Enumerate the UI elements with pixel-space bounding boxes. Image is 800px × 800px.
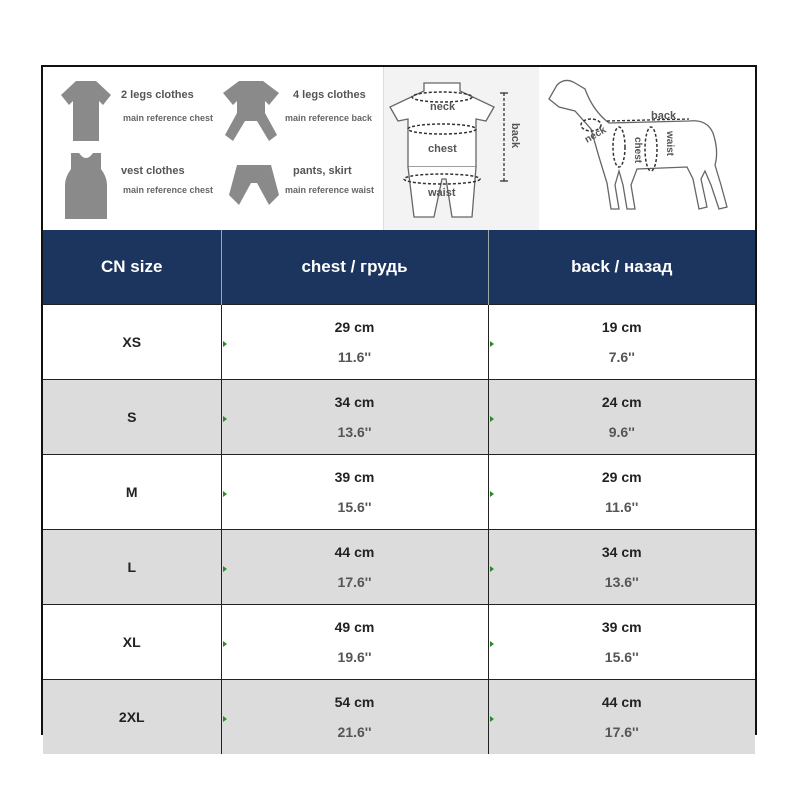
chest-cell [221, 680, 488, 755]
cell-marker [490, 716, 494, 722]
back-cell [488, 455, 755, 530]
back-cm-value: 39 cm [601, 619, 642, 635]
dog-back-label: back [651, 110, 677, 122]
pants-icon [229, 165, 279, 207]
back-inch-value: 13.6'' [604, 574, 639, 590]
cell-marker [490, 641, 494, 647]
reference-sub: main reference chest [123, 113, 214, 123]
size-cell [43, 680, 221, 755]
chest-inch-value: 21.6'' [337, 724, 372, 740]
four-leg-suit-icon [223, 79, 279, 143]
table-row [43, 605, 755, 680]
chest-cm-value: 39 cm [334, 469, 375, 485]
back-inch-value: 11.6'' [605, 499, 639, 515]
reference-banner [43, 67, 755, 230]
chest-inch-value: 17.6'' [337, 574, 372, 590]
chest-inch-value: 11.6'' [337, 349, 372, 365]
vest-icon [65, 153, 107, 219]
garment-outline-icon [384, 67, 540, 230]
cell-marker [223, 716, 227, 722]
tshirt-icon [61, 79, 111, 141]
chest-cell [221, 455, 488, 530]
size-label: XS [122, 334, 142, 350]
back-cell [488, 530, 755, 605]
size-label: XL [122, 634, 141, 650]
waist-label: waist [428, 187, 456, 199]
size-cell [43, 455, 221, 530]
cell-marker [490, 341, 494, 347]
back-cm-value: 44 cm [601, 694, 642, 710]
dog-outline-icon [539, 67, 755, 230]
size-cell [43, 380, 221, 455]
cell-marker [490, 416, 494, 422]
dog-measure-diagram [539, 67, 755, 230]
back-cell [488, 605, 755, 680]
dog-chest-label: chest [632, 137, 643, 164]
back-inch-value: 7.6'' [608, 349, 635, 365]
size-cell [43, 605, 221, 680]
chest-inch-value: 15.6'' [337, 499, 372, 515]
reference-sub: main reference chest [123, 185, 214, 195]
dog-waist-label: waist [664, 131, 675, 157]
chest-label: chest [428, 143, 457, 155]
reference-sub: main reference back [285, 113, 373, 123]
size-label: M [125, 484, 138, 500]
size-table [43, 230, 755, 754]
column-header-chest: chest / грудь [221, 230, 488, 305]
back-cm-value: 24 cm [601, 394, 642, 410]
table-row [43, 380, 755, 455]
chest-cell [221, 530, 488, 605]
chest-cell [221, 380, 488, 455]
size-label: 2XL [118, 709, 145, 725]
chest-cm-value: 34 cm [334, 394, 375, 410]
back-cell [488, 380, 755, 455]
back-cell [488, 305, 755, 380]
back-inch-value: 17.6'' [604, 724, 639, 740]
size-cell [43, 530, 221, 605]
chest-cell [221, 605, 488, 680]
reference-label: 2 legs clothes [121, 89, 194, 101]
size-cell [43, 305, 221, 380]
cell-marker [223, 416, 227, 422]
dog-neck-label: neck [583, 124, 609, 146]
column-header-back: back / назад [488, 230, 755, 305]
back-inch-value: 15.6'' [604, 649, 639, 665]
neck-label: neck [430, 101, 456, 113]
cell-marker [490, 491, 494, 497]
table-header-row [43, 230, 755, 305]
chest-inch-value: 13.6'' [337, 424, 372, 440]
size-chart [41, 65, 757, 740]
back-cell [488, 680, 755, 755]
column-header-size: CN size [43, 230, 221, 305]
size-label: S [127, 409, 137, 425]
back-cm-value: 29 cm [601, 469, 642, 485]
chest-cell [221, 305, 488, 380]
chest-inch-value: 19.6'' [337, 649, 372, 665]
size-label: L [127, 559, 137, 575]
reference-sub: main reference waist [285, 185, 375, 195]
garment-measure-diagram [383, 67, 540, 230]
reference-label: vest clothes [121, 165, 185, 177]
back-label: back [509, 123, 521, 149]
table-row [43, 680, 755, 755]
chest-cm-value: 44 cm [334, 544, 375, 560]
chest-cm-value: 49 cm [334, 619, 375, 635]
table-row [43, 305, 755, 380]
garment-types-panel [43, 67, 383, 230]
cell-marker [223, 566, 227, 572]
table-row [43, 530, 755, 605]
chest-cm-value: 29 cm [334, 319, 375, 335]
back-cm-value: 34 cm [601, 544, 642, 560]
chest-cm-value: 54 cm [334, 694, 375, 710]
back-cm-value: 19 cm [601, 319, 642, 335]
reference-label: 4 legs clothes [293, 89, 366, 101]
cell-marker [490, 566, 494, 572]
cell-marker [223, 491, 227, 497]
table-row [43, 455, 755, 530]
back-inch-value: 9.6'' [608, 424, 635, 440]
reference-label: pants, skirt [293, 165, 352, 177]
cell-marker [223, 341, 227, 347]
cell-marker [223, 641, 227, 647]
